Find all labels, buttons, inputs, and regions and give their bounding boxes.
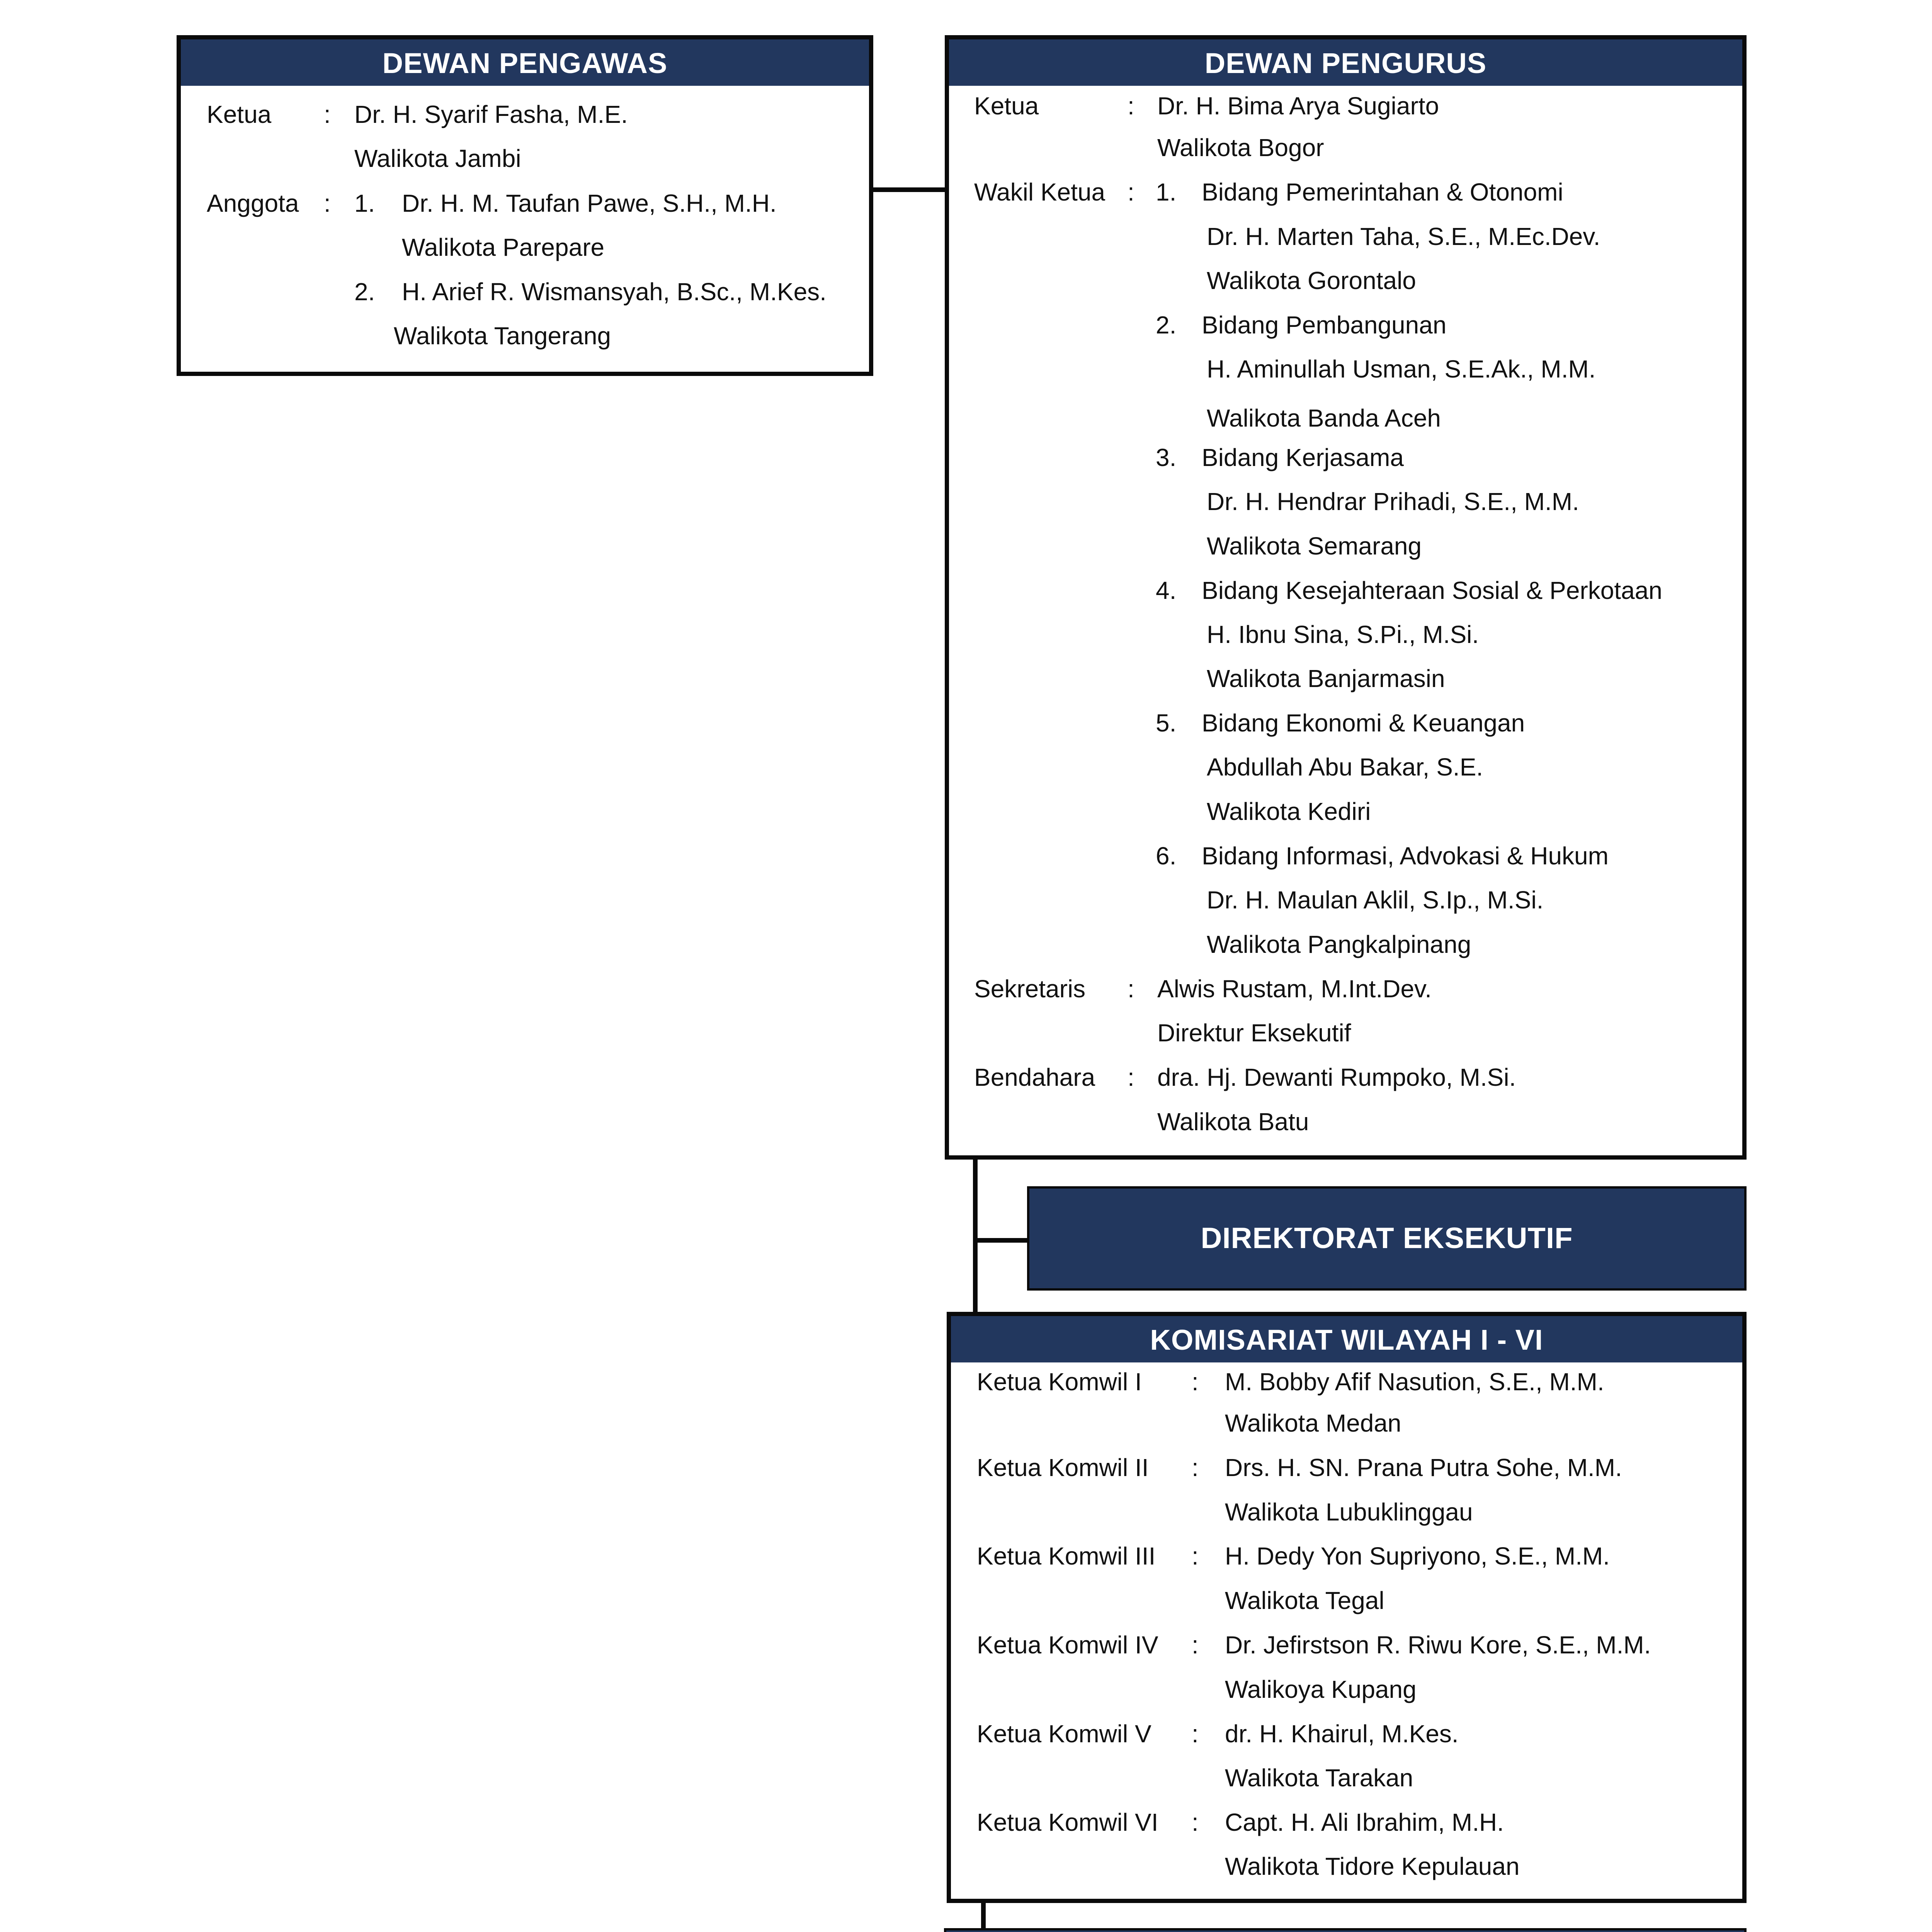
sekretaris-name: Alwis Rustam, M.Int.Dev. <box>1157 975 1432 1003</box>
pengawas-member-name: H. Arief R. Wismansyah, B.Sc., M.Kes. <box>402 278 827 306</box>
komwil-label: Ketua Komwil II <box>977 1454 1149 1481</box>
wakil-position: Walikota Banjarmasin <box>1207 665 1445 692</box>
komwil-name: M. Bobby Afif Nasution, S.E., M.M. <box>1225 1368 1604 1396</box>
sekretaris-label: Sekretaris <box>974 975 1086 1003</box>
colon: : <box>1192 1542 1199 1570</box>
pengurus-ketua-name: Dr. H. Bima Arya Sugiarto <box>1157 92 1439 120</box>
bendahara-name: dra. Hj. Dewanti Rumpoko, M.Si. <box>1157 1063 1516 1091</box>
wakil-num: 1. <box>1156 178 1177 206</box>
colon: : <box>1192 1454 1199 1481</box>
komisariat-wilayah-title: KOMISARIAT WILAYAH I - VI <box>951 1316 1742 1362</box>
komwil-name: Capt. H. Ali Ibrahim, M.H. <box>1225 1808 1504 1836</box>
komwil-label: Ketua Komwil IV <box>977 1631 1158 1659</box>
wakil-name: Dr. H. Hendrar Prihadi, S.E., M.M. <box>1207 488 1579 515</box>
connector-komwil-anggota <box>981 1903 986 1932</box>
bendahara-label: Bendahara <box>974 1063 1095 1091</box>
pengawas-member-num: 1. <box>354 189 375 217</box>
wakil-bidang: Bidang Pemerintahan & Otonomi <box>1202 178 1563 206</box>
komwil-position: Walikota Tegal <box>1225 1587 1384 1614</box>
komwil-position: Walikota Tarakan <box>1225 1764 1413 1792</box>
wakil-position: Walikota Banda Aceh <box>1207 404 1441 432</box>
colon: : <box>1192 1631 1199 1659</box>
connector-direktorat <box>973 1238 1029 1243</box>
wakil-bidang: Bidang Kerjasama <box>1202 444 1404 471</box>
komwil-name: Dr. Jefirstson R. Riwu Kore, S.E., M.M. <box>1225 1631 1651 1659</box>
bendahara-position: Walikota Batu <box>1157 1108 1309 1136</box>
wakil-position: Walikota Gorontalo <box>1207 267 1416 294</box>
wakil-position: Walikota Pangkalpinang <box>1207 930 1471 958</box>
colon: : <box>1128 1063 1134 1091</box>
komwil-position: Walikota Medan <box>1225 1409 1401 1437</box>
wakil-name: H. Aminullah Usman, S.E.Ak., M.M. <box>1207 355 1596 383</box>
anggota-98-kota-box <box>944 1928 1747 1932</box>
colon: : <box>1192 1808 1199 1836</box>
pengurus-ketua-position: Walikota Bogor <box>1157 134 1324 162</box>
wakil-bidang: Bidang Informasi, Advokasi & Hukum <box>1202 842 1609 870</box>
pengawas-ketua-label: Ketua <box>207 100 272 128</box>
connector-pengawas-pengurus <box>873 187 949 192</box>
pengawas-anggota-label: Anggota <box>207 189 299 217</box>
wakil-name: Dr. H. Marten Taha, S.E., M.Ec.Dev. <box>1207 223 1600 250</box>
pengawas-ketua-name: Dr. H. Syarif Fasha, M.E. <box>354 100 628 128</box>
komwil-position: Walikoya Kupang <box>1225 1675 1417 1703</box>
wakil-num: 5. <box>1156 709 1177 737</box>
pengawas-member-position: Walikota Tangerang <box>394 322 611 350</box>
komwil-name: H. Dedy Yon Supriyono, S.E., M.M. <box>1225 1542 1610 1570</box>
komwil-label: Ketua Komwil VI <box>977 1808 1158 1836</box>
colon: : <box>1192 1368 1199 1396</box>
direktorat-eksekutif-box: DIREKTORAT EKSEKUTIF <box>1027 1186 1747 1291</box>
dewan-pengurus-title: DEWAN PENGURUS <box>949 39 1742 86</box>
wakil-name: H. Ibnu Sina, S.Pi., M.Si. <box>1207 621 1479 648</box>
wakil-bidang: Bidang Ekonomi & Keuangan <box>1202 709 1525 737</box>
komwil-label: Ketua Komwil III <box>977 1542 1156 1570</box>
komwil-position: Walikota Tidore Kepulauan <box>1225 1852 1520 1880</box>
pengawas-member-name: Dr. H. M. Taufan Pawe, S.H., M.H. <box>402 189 777 217</box>
pengawas-member-position: Walikota Parepare <box>402 233 605 261</box>
pengurus-ketua-label: Ketua <box>974 92 1039 120</box>
wakil-name: Abdullah Abu Bakar, S.E. <box>1207 753 1483 781</box>
wakil-bidang: Bidang Pembangunan <box>1202 311 1447 339</box>
pengawas-member-num: 2. <box>354 278 375 306</box>
pengawas-ketua-position: Walikota Jambi <box>354 145 521 172</box>
colon: : <box>1128 178 1134 206</box>
wakil-position: Walikota Semarang <box>1207 532 1422 560</box>
colon: : <box>324 100 331 128</box>
colon: : <box>324 189 331 217</box>
colon: : <box>1192 1720 1199 1748</box>
connector-vertical-pengurus-komwil <box>973 1155 978 1316</box>
dewan-pengawas-title: DEWAN PENGAWAS <box>181 39 869 86</box>
sekretaris-position: Direktur Eksekutif <box>1157 1019 1351 1047</box>
wakil-num: 2. <box>1156 311 1177 339</box>
colon: : <box>1128 975 1134 1003</box>
komwil-name: dr. H. Khairul, M.Kes. <box>1225 1720 1459 1748</box>
colon: : <box>1128 92 1134 120</box>
wakil-position: Walikota Kediri <box>1207 798 1371 825</box>
wakil-num: 4. <box>1156 577 1177 604</box>
wakil-name: Dr. H. Maulan Aklil, S.Ip., M.Si. <box>1207 886 1544 914</box>
wakil-bidang: Bidang Kesejahteraan Sosial & Perkotaan <box>1202 577 1662 604</box>
wakil-num: 3. <box>1156 444 1177 471</box>
wakil-num: 6. <box>1156 842 1177 870</box>
pengurus-wakil-label: Wakil Ketua <box>974 178 1105 206</box>
komwil-position: Walikota Lubuklinggau <box>1225 1498 1473 1526</box>
komwil-label: Ketua Komwil V <box>977 1720 1151 1748</box>
komwil-label: Ketua Komwil I <box>977 1368 1142 1396</box>
komwil-name: Drs. H. SN. Prana Putra Sohe, M.M. <box>1225 1454 1622 1481</box>
